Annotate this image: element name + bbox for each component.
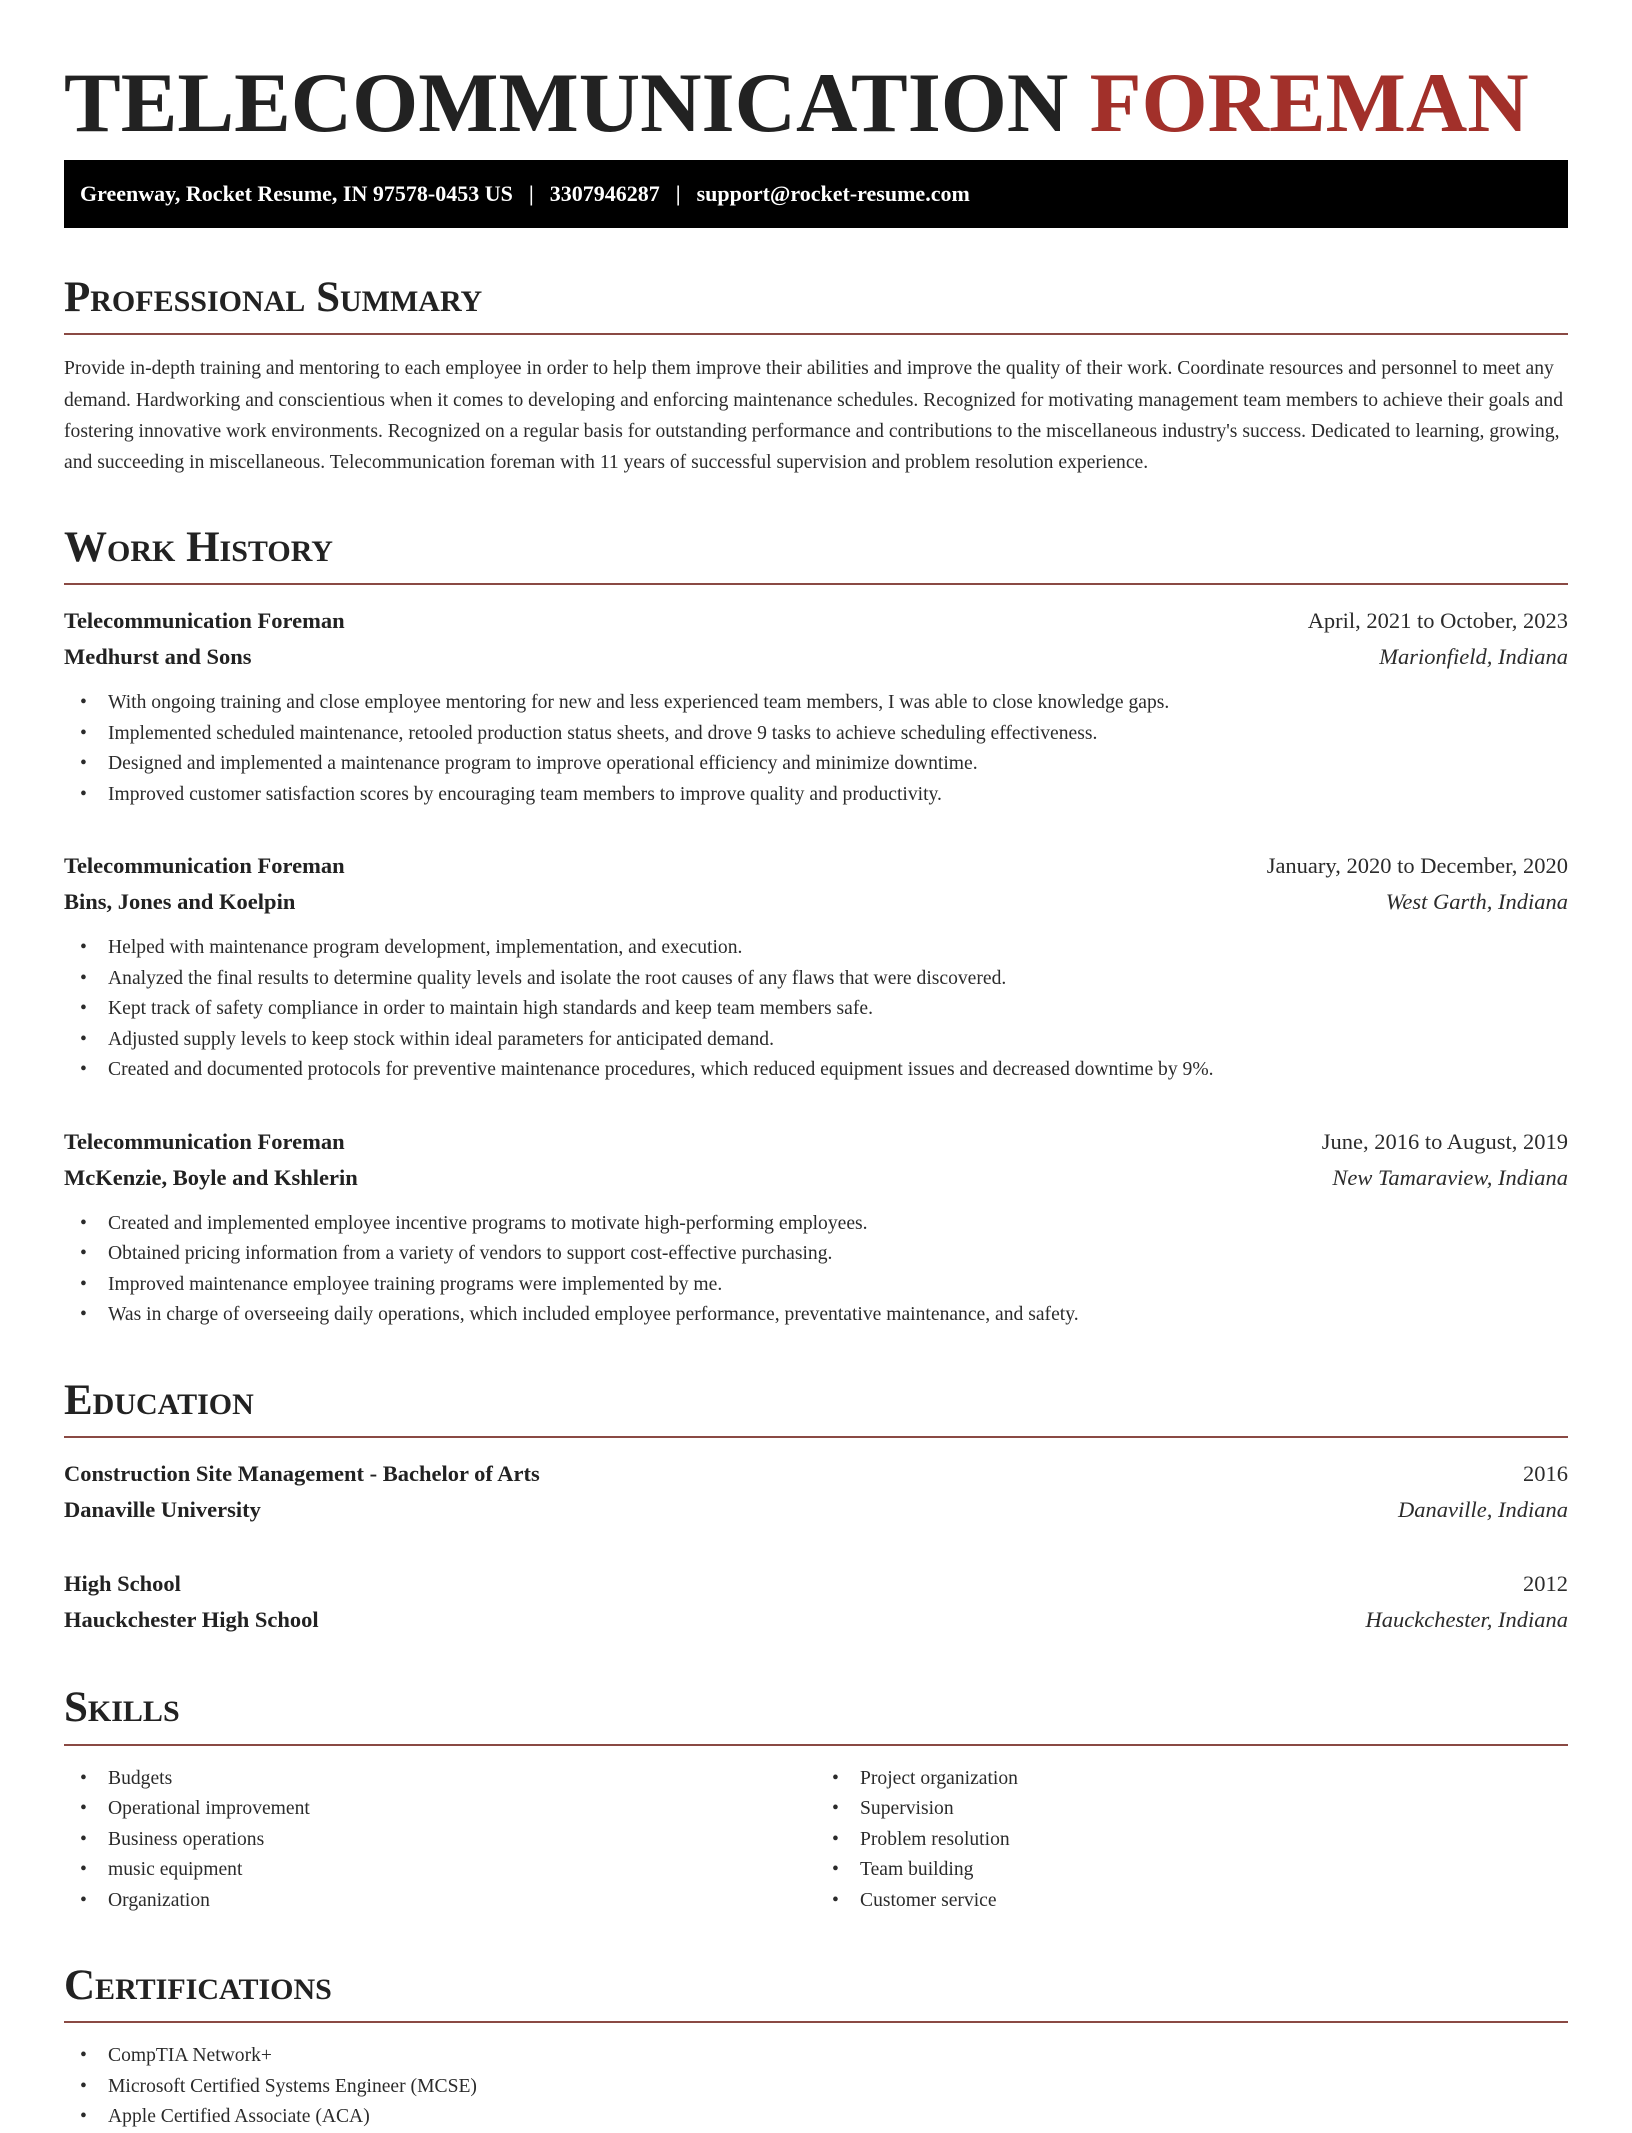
list-item: • Improved customer satisfaction scores by encouraging team members to improve quality and productivity. bbox=[64, 780, 1568, 811]
job-bullets bbox=[64, 688, 1568, 810]
list-item: • Organization bbox=[64, 1886, 816, 1917]
job-company: Medhurst and Sons bbox=[64, 644, 252, 670]
education-degree: High School bbox=[64, 1571, 181, 1597]
education-degree: Construction Site Management - Bachelor of Arts bbox=[64, 1461, 540, 1487]
name-accent: FOREMAN bbox=[1089, 56, 1529, 150]
list-item: • Helped with maintenance program development, implementation, and execution. bbox=[64, 933, 1568, 964]
list-item: • Obtained pricing information from a variety of vendors to support cost-effective purchasing. bbox=[64, 1239, 1568, 1270]
work-history-section bbox=[64, 524, 1568, 1331]
education-school: Hauckchester High School bbox=[64, 1607, 319, 1633]
list-item: • Created and documented protocols for preventive maintenance procedures, which reduced equipment issues and decreased downtime by 9%. bbox=[64, 1055, 1568, 1086]
skills-grid bbox=[64, 1764, 1568, 1917]
job-dates: April, 2021 to October, 2023 bbox=[1307, 608, 1568, 634]
list-item: • CompTIA Network+ bbox=[64, 2041, 1568, 2072]
job-position: Telecommunication Foreman bbox=[64, 853, 345, 879]
job-dates: June, 2016 to August, 2019 bbox=[1321, 1128, 1568, 1154]
contact-address: Greenway, Rocket Resume, IN 97578-0453 US bbox=[80, 181, 513, 206]
job-position: Telecommunication Foreman bbox=[64, 608, 345, 634]
education-year: 2012 bbox=[1523, 1571, 1568, 1597]
name-primary: TELECOMMUNICATION bbox=[64, 56, 1069, 150]
list-item: • Customer service bbox=[816, 1886, 1568, 1917]
list-item: • Operational improvement bbox=[64, 1794, 816, 1825]
education-section bbox=[64, 1377, 1568, 1638]
skills-list-left bbox=[64, 1764, 816, 1917]
education-year: 2016 bbox=[1523, 1461, 1568, 1487]
list-item: • Designed and implemented a maintenance program to improve operational efficiency and minimize downtime. bbox=[64, 749, 1568, 780]
section-title-education: Education bbox=[64, 1377, 1568, 1438]
list-item: • Microsoft Certified Systems Engineer (MCSE) bbox=[64, 2072, 1568, 2103]
contact-phone[interactable]: 3307946287 bbox=[549, 181, 660, 206]
resume-name bbox=[64, 0, 1568, 160]
education-location: Hauckchester, Indiana bbox=[1365, 1607, 1568, 1633]
list-item: • Implemented scheduled maintenance, retooled production status sheets, and drove 9 tasks to achieve scheduling effectiveness. bbox=[64, 719, 1568, 750]
list-item: • Business operations bbox=[64, 1825, 816, 1856]
job-location: West Garth, Indiana bbox=[1385, 889, 1568, 915]
list-item: • music equipment bbox=[64, 1855, 816, 1886]
certifications-list bbox=[64, 2041, 1568, 2133]
list-item: • Analyzed the final results to determine quality levels and isolate the root causes of any flaws that were discovered. bbox=[64, 964, 1568, 995]
list-item: • Problem resolution bbox=[816, 1825, 1568, 1856]
list-item: • Budgets bbox=[64, 1764, 816, 1795]
job-bullets bbox=[64, 1209, 1568, 1331]
skills-section bbox=[64, 1684, 1568, 1916]
list-item: • Created and implemented employee incentive programs to motivate high-performing employees. bbox=[64, 1209, 1568, 1240]
summary-text: Provide in-depth training and mentoring to each employee in order to help them improve their abilities and improve the quality of their work. Coordinate resources and personnel to meet any demand. Hardworking and conscientious when it comes to developing and enforcing maintenance schedules. Recognized for motivating management team members to achieve their goals and fostering innovative work environments. Recognized on a regular basis for outstanding performance and contributions to the miscellaneous industry's success. Dedicated to learning, growing, and succeeding in miscellaneous. Telecommunication foreman with 11 years of successful supervision and problem resolution experience. bbox=[64, 358, 1563, 473]
list-item: • With ongoing training and close employee mentoring for new and less experienced team members, I was able to close knowledge gaps. bbox=[64, 688, 1568, 719]
job-dates: January, 2020 to December, 2020 bbox=[1266, 853, 1568, 879]
contact-separator: | bbox=[675, 181, 681, 206]
skills-list-right bbox=[816, 1764, 1568, 1917]
education-entry bbox=[64, 1566, 1568, 1638]
contact-bar bbox=[64, 160, 1568, 228]
list-item: • Project organization bbox=[816, 1764, 1568, 1795]
list-item: • Team building bbox=[816, 1855, 1568, 1886]
job-entry bbox=[64, 848, 1568, 1086]
summary-section bbox=[64, 274, 1568, 478]
section-title-work-history: Work History bbox=[64, 524, 1568, 585]
job-bullets bbox=[64, 933, 1568, 1086]
contact-email[interactable]: support@rocket-resume.com bbox=[696, 181, 970, 206]
job-company: Bins, Jones and Koelpin bbox=[64, 889, 296, 915]
education-school: Danaville University bbox=[64, 1497, 261, 1523]
list-item: • Improved maintenance employee training programs were implemented by me. bbox=[64, 1270, 1568, 1301]
list-item: • Was in charge of overseeing daily operations, which included employee performance, preventative maintenance, and safety. bbox=[64, 1300, 1568, 1331]
list-item: • Apple Certified Associate (ACA) bbox=[64, 2102, 1568, 2133]
education-entry bbox=[64, 1456, 1568, 1528]
job-entry bbox=[64, 1124, 1568, 1331]
contact-separator: | bbox=[528, 181, 534, 206]
job-location: Marionfield, Indiana bbox=[1379, 644, 1568, 670]
job-entry bbox=[64, 603, 1568, 810]
job-location: New Tamaraview, Indiana bbox=[1332, 1164, 1568, 1190]
job-company: McKenzie, Boyle and Kshlerin bbox=[64, 1164, 358, 1190]
section-title-summary: Professional Summary bbox=[64, 274, 1568, 335]
list-item: • Supervision bbox=[816, 1794, 1568, 1825]
certifications-section bbox=[64, 1962, 1568, 2133]
section-title-certifications: Certifications bbox=[64, 1962, 1568, 2023]
list-item: • Kept track of safety compliance in order to maintain high standards and keep team members safe. bbox=[64, 994, 1568, 1025]
job-position: Telecommunication Foreman bbox=[64, 1128, 345, 1154]
list-item: • Adjusted supply levels to keep stock within ideal parameters for anticipated demand. bbox=[64, 1025, 1568, 1056]
education-location: Danaville, Indiana bbox=[1398, 1497, 1568, 1523]
section-title-skills: Skills bbox=[64, 1684, 1568, 1745]
